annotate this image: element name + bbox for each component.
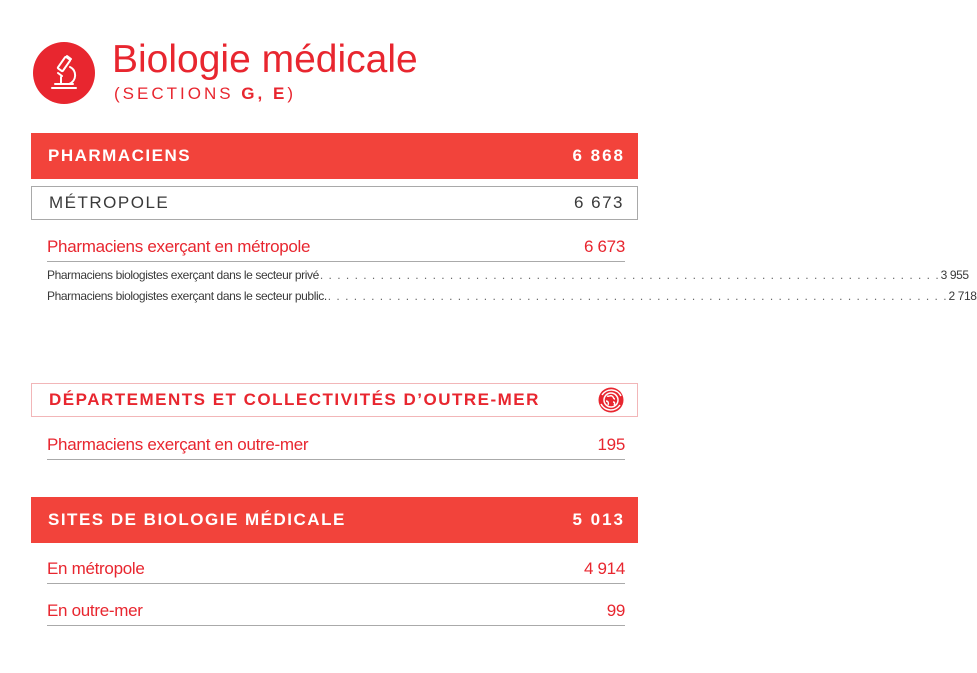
- outre-mer-section-header: [31, 383, 638, 417]
- metropole-value: 6 673: [573, 193, 624, 212]
- detail-row-public: [47, 289, 977, 307]
- globe-icon: [598, 387, 624, 413]
- outre-mer-label: DÉPARTEMENTS ET COLLECTIVITÉS D’OUTRE-MER: [49, 390, 540, 409]
- microscope-icon: [33, 42, 95, 104]
- pharmaciens-banner: [31, 133, 638, 179]
- subtitle-suffix: ): [287, 84, 296, 103]
- row-label: Pharmaciens exerçant en métropole: [47, 236, 311, 256]
- sites-label: SITES DE BIOLOGIE MÉDICALE: [48, 510, 346, 529]
- sites-value: 5 013: [572, 510, 625, 529]
- metropole-row: [47, 232, 625, 262]
- leader-dots: . . . . . . . . . . . . . . . . . . . . . . . . . . . . . . . . . . . . . . . . . . . . . . . . . . . . . . . . . . . . . . . . . . . . . . . .: [319, 268, 940, 282]
- row-value: 195: [597, 434, 625, 454]
- sites-banner: [31, 497, 638, 543]
- sites-row-outre-mer: [47, 596, 625, 626]
- page-subtitle: [114, 84, 296, 104]
- row-value: 4 914: [583, 558, 625, 578]
- detail-value: 3 955: [940, 268, 969, 282]
- page-title: Biologie médicale: [112, 38, 418, 81]
- row-label: Pharmaciens exerçant en outre-mer: [47, 434, 309, 454]
- metropole-section-header: [31, 186, 638, 220]
- leader-dots: . . . . . . . . . . . . . . . . . . . . . . . . . . . . . . . . . . . . . . . . . . . . . . . . . . . . . . . . . . . . . . . . . . . . . . . .: [327, 289, 948, 303]
- subtitle-prefix: (SECTIONS: [114, 84, 242, 103]
- row-value: 6 673: [583, 236, 625, 256]
- row-value: 99: [606, 600, 625, 620]
- pharmaciens-label: PHARMACIENS: [48, 146, 192, 165]
- outre-mer-row: [47, 430, 625, 460]
- metropole-label: MÉTROPOLE: [49, 193, 170, 212]
- detail-row-prive: [47, 268, 969, 286]
- detail-label: Pharmaciens biologistes exerçant dans le secteur public.: [47, 289, 327, 303]
- row-label: En métropole: [47, 558, 145, 578]
- sites-row-metropole: [47, 554, 625, 584]
- detail-value: 2 718: [948, 289, 977, 303]
- subtitle-sections: G, E: [241, 84, 288, 103]
- detail-label: Pharmaciens biologistes exerçant dans le secteur privé: [47, 268, 319, 282]
- pharmaciens-value: 6 868: [572, 146, 625, 165]
- row-label: En outre-mer: [47, 600, 143, 620]
